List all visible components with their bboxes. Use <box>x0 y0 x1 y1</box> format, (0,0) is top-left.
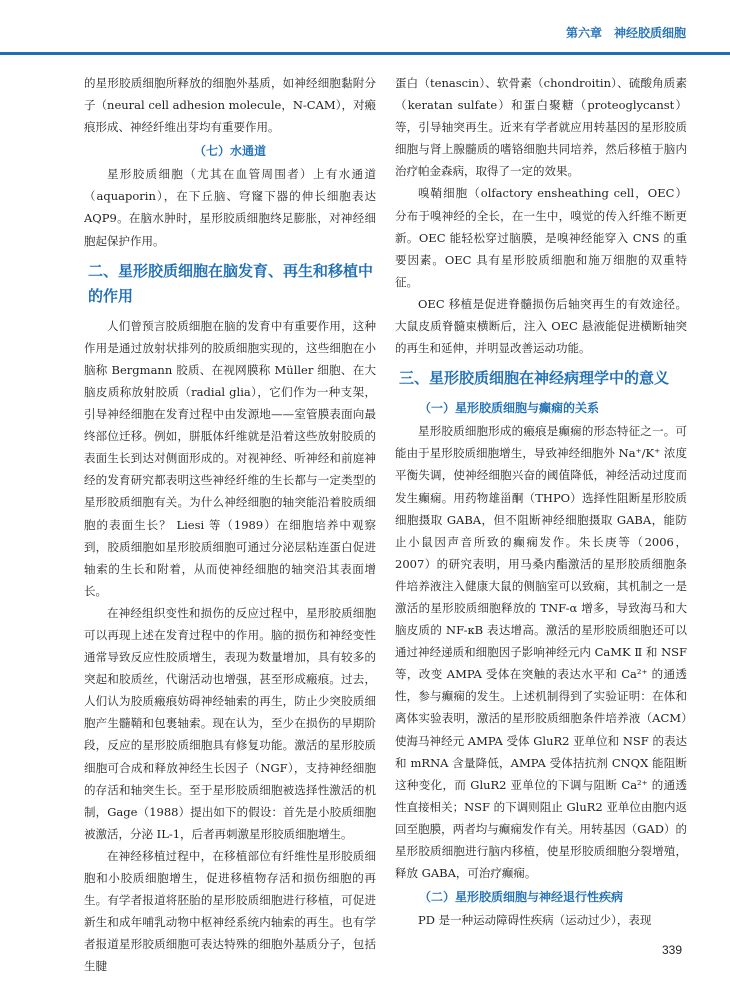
paragraph: 人们曾预言胶质细胞在脑的发育中有重要作用，这种作用是通过放射状排列的胶质细胞实现的，这些细胞在小脑称 Bergmann 胶质、在视网膜称 Müller 细胞、在大脑皮质称放射胶质（radial glia），它们作为一种支架，引导神经细胞在发育过程中由发源地——室管膜表面向最终部位迁移。例如，胼胝体纤维就是沿着这些放射胶质的表面生长到达对侧面形成的。对视神经、听神经和前庭神经的发育研究都表明这些神经纤维的生长都与一定类型的星形胶质细胞有关。为什么神经细胞的轴突能沿着胶质细胞的表面生长？ Liesi 等（1989）在细胞培养中观察到，胶质细胞如星形胶质细胞可通过分泌层粘连蛋白促进轴索的生长和附着，从而使神经细胞的轴突沿其表面增长。 <box>84 318 376 598</box>
paragraph: 在神经移植过程中，在移植部位有纤维性星形胶质细胞和小胶质细胞增生，促进移植物存活和损伤细胞的再生。有学者报道将胚胎的星形胶质细胞进行移植，可促进新生和成年哺乳动物中枢神经系统内轴索的再生。也有学者报道星形胶质细胞可表达特殊的细胞外基质分子，包括生腱 <box>84 848 376 974</box>
right-column <box>395 72 687 931</box>
section-heading: 三、星形胶质细胞在神经病理学中的意义 <box>399 369 670 388</box>
subheading-neurodegenerative: （二）星形胶质细胞与神经退行性疾病 <box>419 890 624 905</box>
paragraph: 星形胶质细胞形成的瘢痕是癫痫的形态特征之一。可能由于星形胶质细胞增生，导致神经细胞外 Na⁺/K⁺ 浓度平衡失调，使神经细胞兴奋的阈值降低，神经活动过度而发生癫痫。用药物雄甾酮（THPO）选择性阻断星形胶质细胞摄取 GABA，但不阻断神经细胞摄取 GABA，能防止小鼠因声音所致的癫痫发作。朱长庚等（2006，2007）的研究表明，用马桑内酯激活的星形胶质细胞条件培养液注入健康大鼠的侧脑室可以致痫，其机制之一是激活的星形胶质细胞释放的 TNF-α 增多，导致海马和大脑皮质的 NF-κB 表达增高。激活的星形胶质细胞还可以通过神经递质和细胞因子影响神经元内 CaMK Ⅱ 和 NSF 等，改变 AMPA 受体在突触的表达水平和 Ca²⁺ 的通透性，参与癫痫的发生。上述机制得到了实验证明：在体和离体实验表明，激活的星形胶质细胞条件培养液（ACM）使海马神经元 AMPA 受体 GluR2 亚单位和 NSF 的表达和 mRNA 含量降低，AMPA 受体拮抗剂 CNQX 能阻断这种变化，而 GluR2 亚单位的下调与阻断 Ca²⁺ 的通透性直接相关；NSF 的下调则阻止 GluR2 亚单位由胞内返回至胞膜，两者均与癫痫发作有关。用转基因（GAD）的星形胶质细胞进行脑内移植，使星形胶质细胞分裂增殖，释放 GABA，可治疗癫痫。 <box>395 424 687 881</box>
paragraph: PD 是一种运动障碍性疾病（运动过少），表现 <box>418 913 652 928</box>
paragraph: 蛋白（tenascin）、软骨素（chondroitin）、硫酸角质素（keratan sulfate）和蛋白聚糖（proteoglycanst）等，引导轴突再生。近来有学者就应用转基因的星形胶质细胞与肾上腺髓质的嗜铬细胞共同培养，然后移植于脑内治疗帕金森病，取得了一定的效果。 <box>395 76 687 179</box>
paragraph: 的星形胶质细胞所释放的细胞外基质，如神经细胞黏附分子（neural cell adhesion molecule，N-CAM），对瘢痕形成、神经纤维出芽均有重要作用。 <box>84 76 376 135</box>
page-number: 339 <box>661 943 682 957</box>
paragraph: 星形胶质细胞（尤其在血管周围者）上有水通道（aquaporin），在下丘脑、穹窿下器的伸长细胞表达 AQP9。在脑水肿时，星形胶质细胞终足膨胀，对神经细胞起保护作用。 <box>84 167 376 248</box>
subheading-epilepsy: （一）星形胶质细胞与癫痫的关系 <box>419 401 600 416</box>
chapter-header-title: 第六章 神经胶质细胞 <box>565 26 686 40</box>
section-heading: 二、星形胶质细胞在脑发育、再生和移植中的作用 <box>88 261 374 305</box>
paragraph: OEC 移植是促进脊髓损伤后轴突再生的有效途径。大鼠皮质脊髓束横断后，注入 OEC 悬液能促进横断轴突的再生和延伸，并明显改善运动功能。 <box>395 296 687 356</box>
paragraph: 在神经组织变性和损伤的反应过程中，星形胶质细胞可以再现上述在发育过程中的作用。脑的损伤和神经变性通常导致反应性胶质增生，表现为数量增加，具有较多的突起和胶质丝，代谢活动也增强，甚至形成瘢痕。过去，人们认为胶质瘢痕妨碍神经轴索的再生，防止少突胶质细胞产生髓鞘和包裹轴索。现在认为，至少在损伤的早期阶段，反应的星形胶质细胞具有修复功能。激活的星形胶质细胞可合成和释放神经生长因子（NGF），支持神经细胞的存活和轴突生长。至于星形胶质细胞被选择性激活的机制，Gage（1988）提出如下的假设：首先是小胶质细胞被激活，分泌 IL-1，后者再刺激星形胶质细胞增生。 <box>84 605 376 841</box>
subheading-water-channel: （七）水通道 <box>193 144 266 159</box>
paragraph: 嗅鞘细胞（olfactory ensheathing cell，OEC）分布于嗅神经的全长，在一生中，嗅觉的传入纤维不断更新。OEC 能轻松穿过脑膜，是嗅神经能穿入 CNS 的重要因素。OEC 具有星形胶质细胞和施万细胞的双重特征。 <box>395 186 687 289</box>
header-rule <box>0 52 730 55</box>
left-column <box>84 72 376 977</box>
